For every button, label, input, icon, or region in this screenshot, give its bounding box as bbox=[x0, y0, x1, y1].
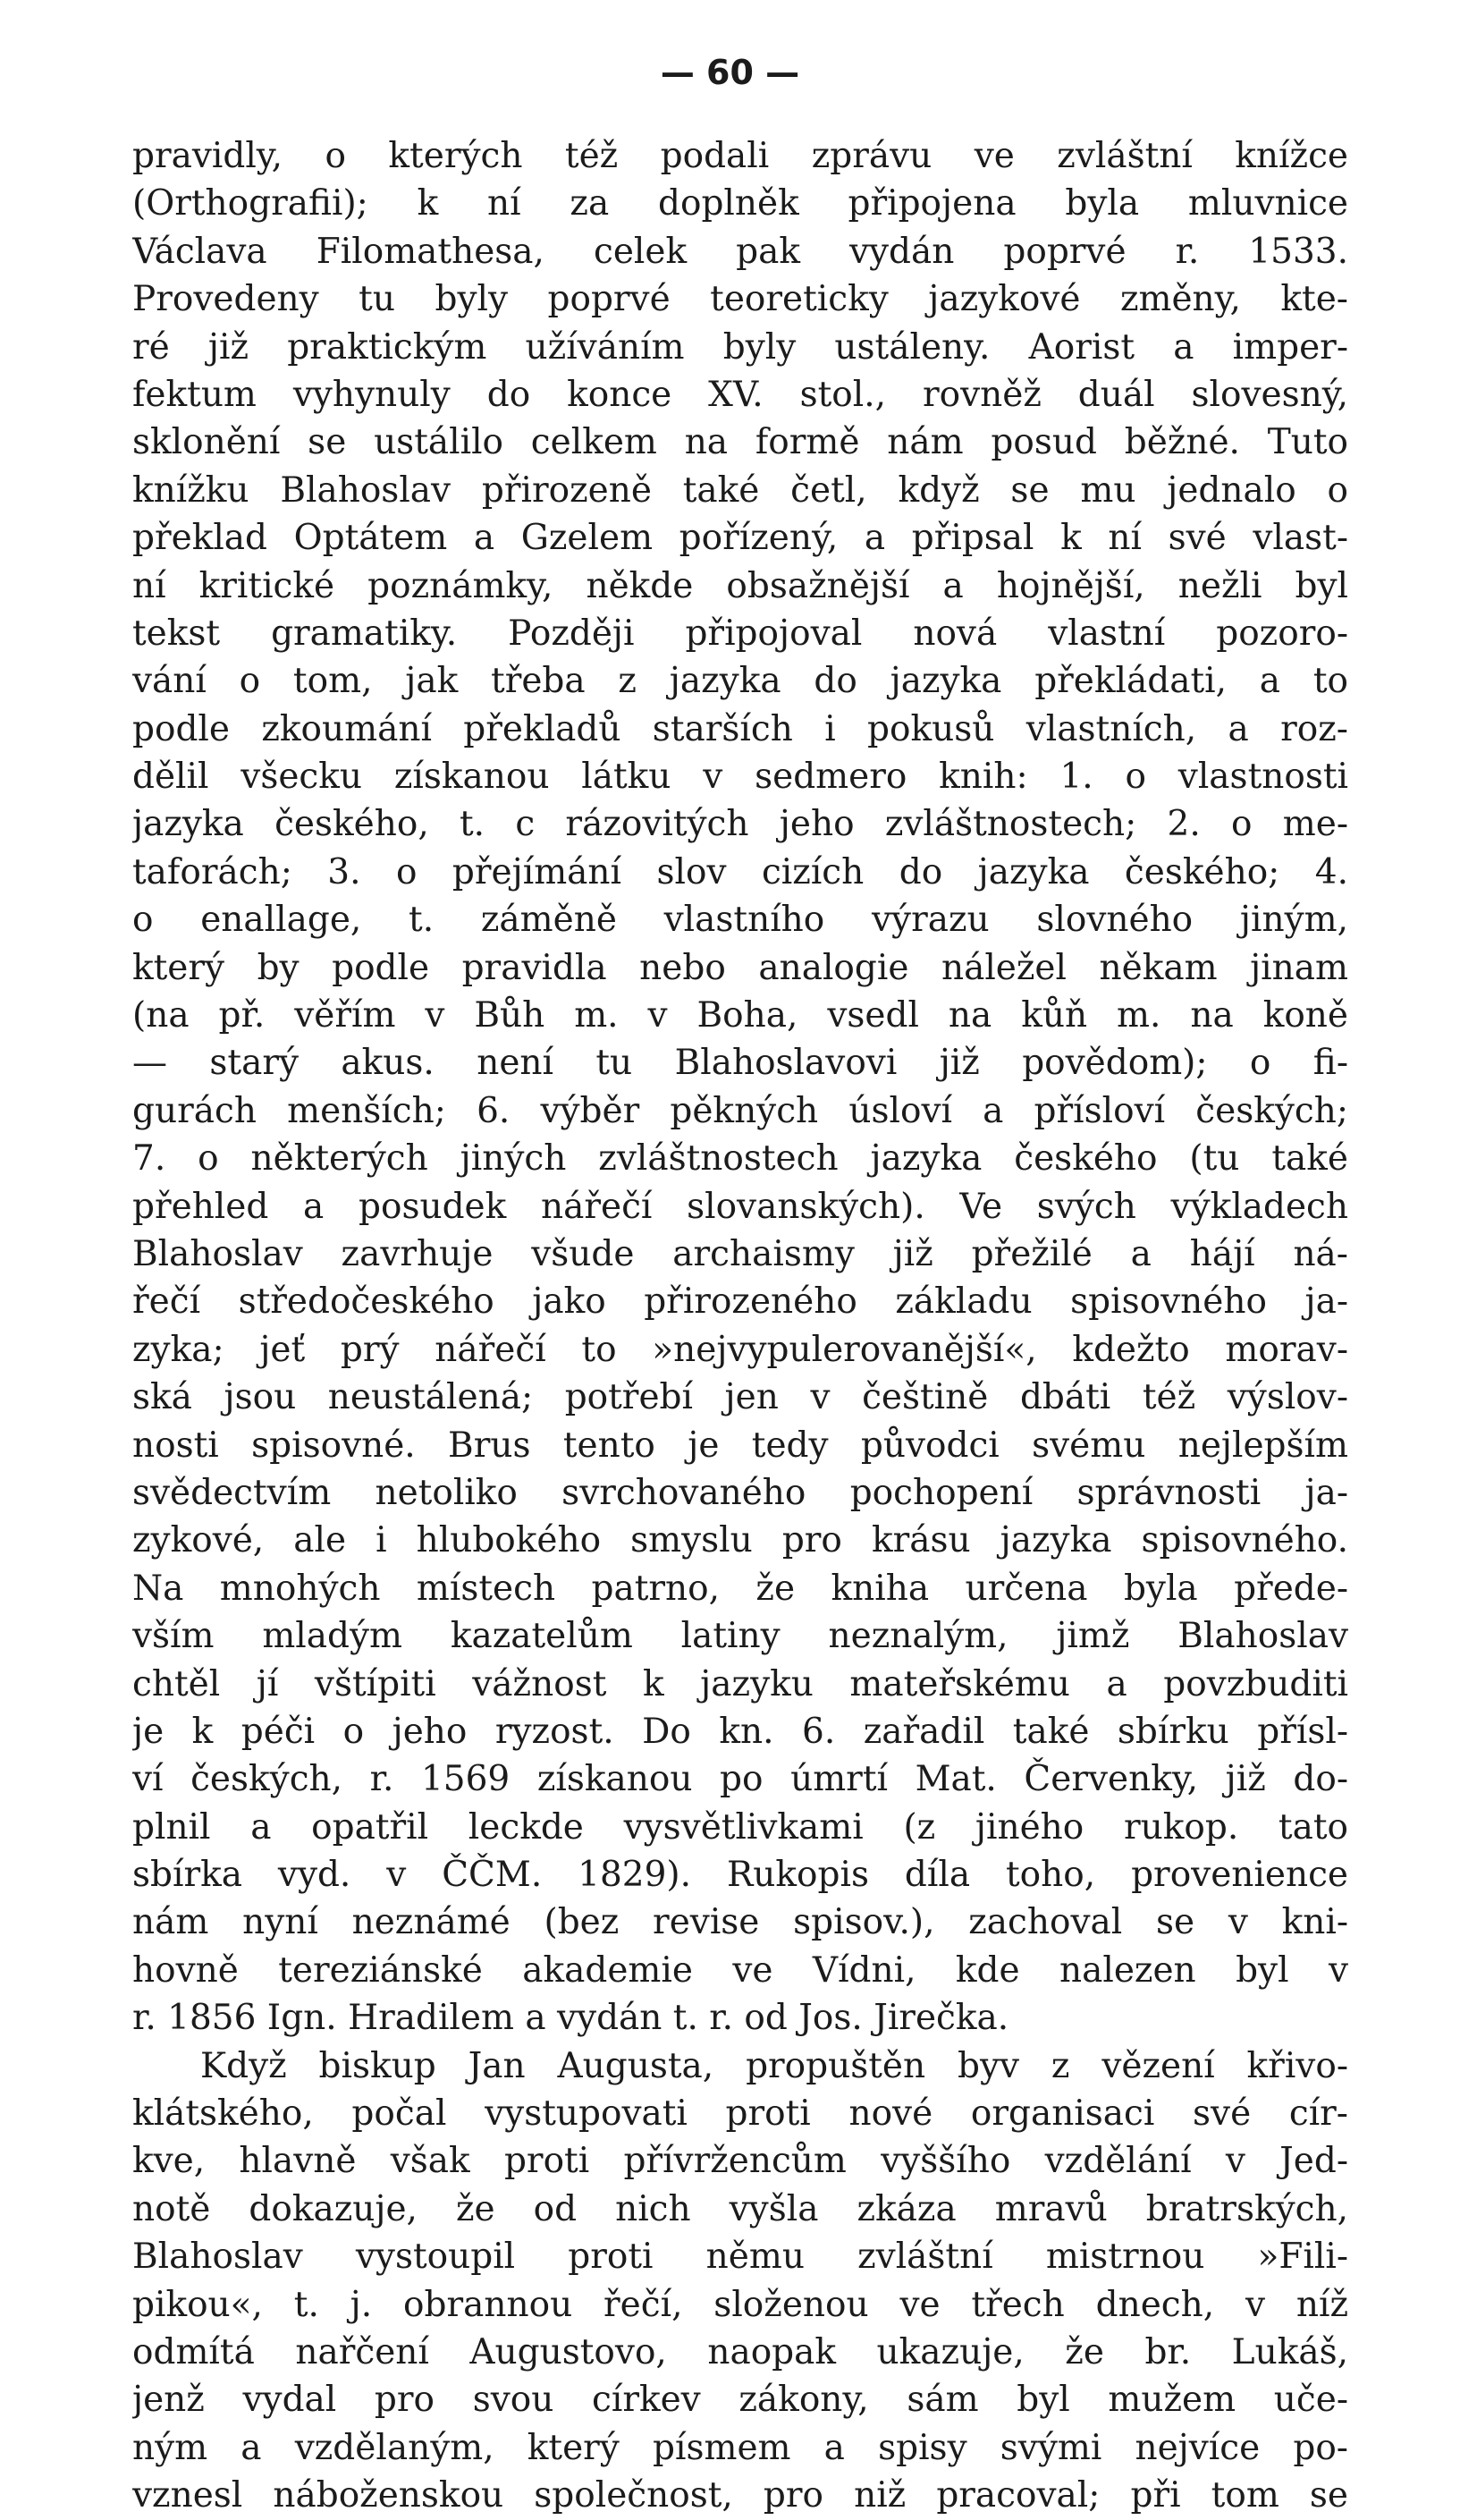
text-line: řečí středočeského jako přirozeného základu spisovného ja- bbox=[132, 1281, 1348, 1323]
text-line: sbírka vyd. v ČČM. 1829). Rukopis díla toho, provenience bbox=[132, 1855, 1348, 1896]
text-line: nám nyní neznámé (bez revise spisov.), zachoval se v kni- bbox=[132, 1902, 1348, 1943]
text-line: notě dokazuje, že od nich vyšla zkáza mravů bratrských, bbox=[132, 2188, 1348, 2229]
text-line: klátského, počal vystupovati proti nové organisaci své cír- bbox=[132, 2093, 1348, 2135]
body-text bbox=[132, 132, 1348, 2520]
text-line: Blahoslav zavrhuje všude archaismy již přežilé a hájí ná- bbox=[132, 1233, 1348, 1274]
text-line: dělil všecku získanou látku v sedmero knih: 1. o vlastnosti bbox=[132, 757, 1348, 798]
text-line: Blahoslav vystoupil proti němu zvláštní mistrnou »Fili- bbox=[132, 2237, 1348, 2278]
text-line: ní kritické poznámky, někde obsažnější a hojnější, nežli byl bbox=[132, 565, 1348, 606]
text-line: jenž vydal pro svou církev zákony, sám byl mužem uče- bbox=[132, 2380, 1348, 2421]
text-line: zykové, ale i hlubokého smyslu pro krásu jazyka spisovného. bbox=[132, 1520, 1348, 1561]
text-line: přehled a posudek nářečí slovanských). Ve svých výkladech bbox=[132, 1186, 1348, 1227]
text-line: knížku Blahoslav přirozeně také četl, když se mu jednalo o bbox=[132, 469, 1348, 511]
text-line: (na př. věřím v Bůh m. v Boha, vsedl na kůň m. na koně bbox=[132, 995, 1348, 1036]
text-line: vším mladým kazatelům latiny neznalým, jimž Blahoslav bbox=[132, 1616, 1348, 1657]
text-line: odmítá nařčení Augustovo, naopak ukazuje, že br. Lukáš, bbox=[132, 2331, 1348, 2372]
text-line: ví českých, r. 1569 získanou po úmrtí Mat. Červenky, již do- bbox=[132, 1759, 1348, 1800]
text-line: vání o tom, jak třeba z jazyka do jazyka překládati, a to bbox=[132, 661, 1348, 702]
text-line: pravidly, o kterých též podali zprávu ve zvláštní knížce bbox=[132, 136, 1348, 176]
text-line: pikou«, t. j. obrannou řečí, složenou ve třech dnech, v níž bbox=[132, 2284, 1348, 2325]
text-line: tekst gramatiky. Později připojoval nová vlastní pozoro- bbox=[132, 613, 1348, 654]
text-line: sklonění se ustálilo celkem na formě nám posud běžné. Tuto bbox=[132, 422, 1348, 463]
text-line: nosti spisovné. Brus tento je tedy původci svému nejlepším bbox=[132, 1425, 1348, 1466]
text-line: ré již praktickým užíváním byly ustáleny. Aorist a imper- bbox=[132, 326, 1348, 368]
text-line: — starý akus. není tu Blahoslavovi již povědom); o fi- bbox=[132, 1043, 1348, 1084]
page-number: — 60 — bbox=[660, 53, 800, 92]
paragraph-end-line: r. 1856 Ign. Hradilem a vydán t. r. od Jos. Jirečka. bbox=[132, 1998, 1009, 2039]
text-line: překlad Optátem a Gzelem pořízený, a připsal k ní své vlast- bbox=[132, 518, 1348, 559]
paragraph-start-line: Když biskup Jan Augusta, propuštěn byv z vězení křivo- bbox=[200, 2045, 1348, 2086]
text-line: ská jsou neustálená; potřebí jen v češtině dbáti též výslov- bbox=[132, 1377, 1348, 1418]
text-line: (Orthografii); k ní za doplněk připojena byla mluvnice bbox=[132, 183, 1348, 224]
text-line: Provedeny tu byly poprvé teoreticky jazykové změny, kte- bbox=[132, 279, 1348, 320]
text-line: gurách menších; 6. výběr pěkných úsloví a přísloví českých; bbox=[132, 1090, 1348, 1131]
text-line: plnil a opatřil leckde vysvětlivkami (z jiného rukop. tato bbox=[132, 1806, 1348, 1848]
text-line: vznesl náboženskou společnost, pro niž pracoval; při tom se bbox=[132, 2475, 1348, 2516]
text-line: podle zkoumání překladů starších i pokusů vlastních, a roz- bbox=[132, 708, 1348, 749]
text-line: kve, hlavně však proti přívržencům vyššího vzdělání v Jed- bbox=[132, 2141, 1348, 2182]
text-line: fektum vyhynuly do konce XV. stol., rovněž duál slovesný, bbox=[132, 374, 1348, 415]
text-line: svědectvím netoliko svrchovaného pochopení správnosti ja- bbox=[132, 1472, 1348, 1513]
text-line: o enallage, t. záměně vlastního výrazu slovného jiným, bbox=[132, 900, 1348, 941]
text-line: je k péči o jeho ryzost. Do kn. 6. zařadil také sbírku přísl- bbox=[132, 1711, 1348, 1752]
text-line: chtěl jí vštípiti vážnost k jazyku mateřskému a povzbuditi bbox=[132, 1663, 1348, 1704]
text-line: 7. o některých jiných zvláštnostech jazyka českého (tu také bbox=[132, 1138, 1348, 1180]
text-line: Na mnohých místech patrno, že kniha určena byla přede- bbox=[132, 1568, 1348, 1609]
text-line: zyka; jeť prý nářečí to »nejvypulerovanější«, kdežto morav- bbox=[132, 1329, 1348, 1370]
text-line: hovně tereziánské akademie ve Vídni, kde nalezen byl v bbox=[132, 1949, 1348, 1991]
text-line: ným a vzdělaným, který písmem a spisy svými nejvíce po- bbox=[132, 2427, 1348, 2468]
text-line: Václava Filomathesa, celek pak vydán poprvé r. 1533. bbox=[132, 231, 1348, 272]
text-line: který by podle pravidla nebo analogie náležel někam jinam bbox=[132, 947, 1348, 988]
text-line: jazyka českého, t. c rázovitých jeho zvláštnostech; 2. o me- bbox=[132, 804, 1348, 845]
text-line: taforách; 3. o přejímání slov cizích do jazyka českého; 4. bbox=[132, 851, 1348, 892]
